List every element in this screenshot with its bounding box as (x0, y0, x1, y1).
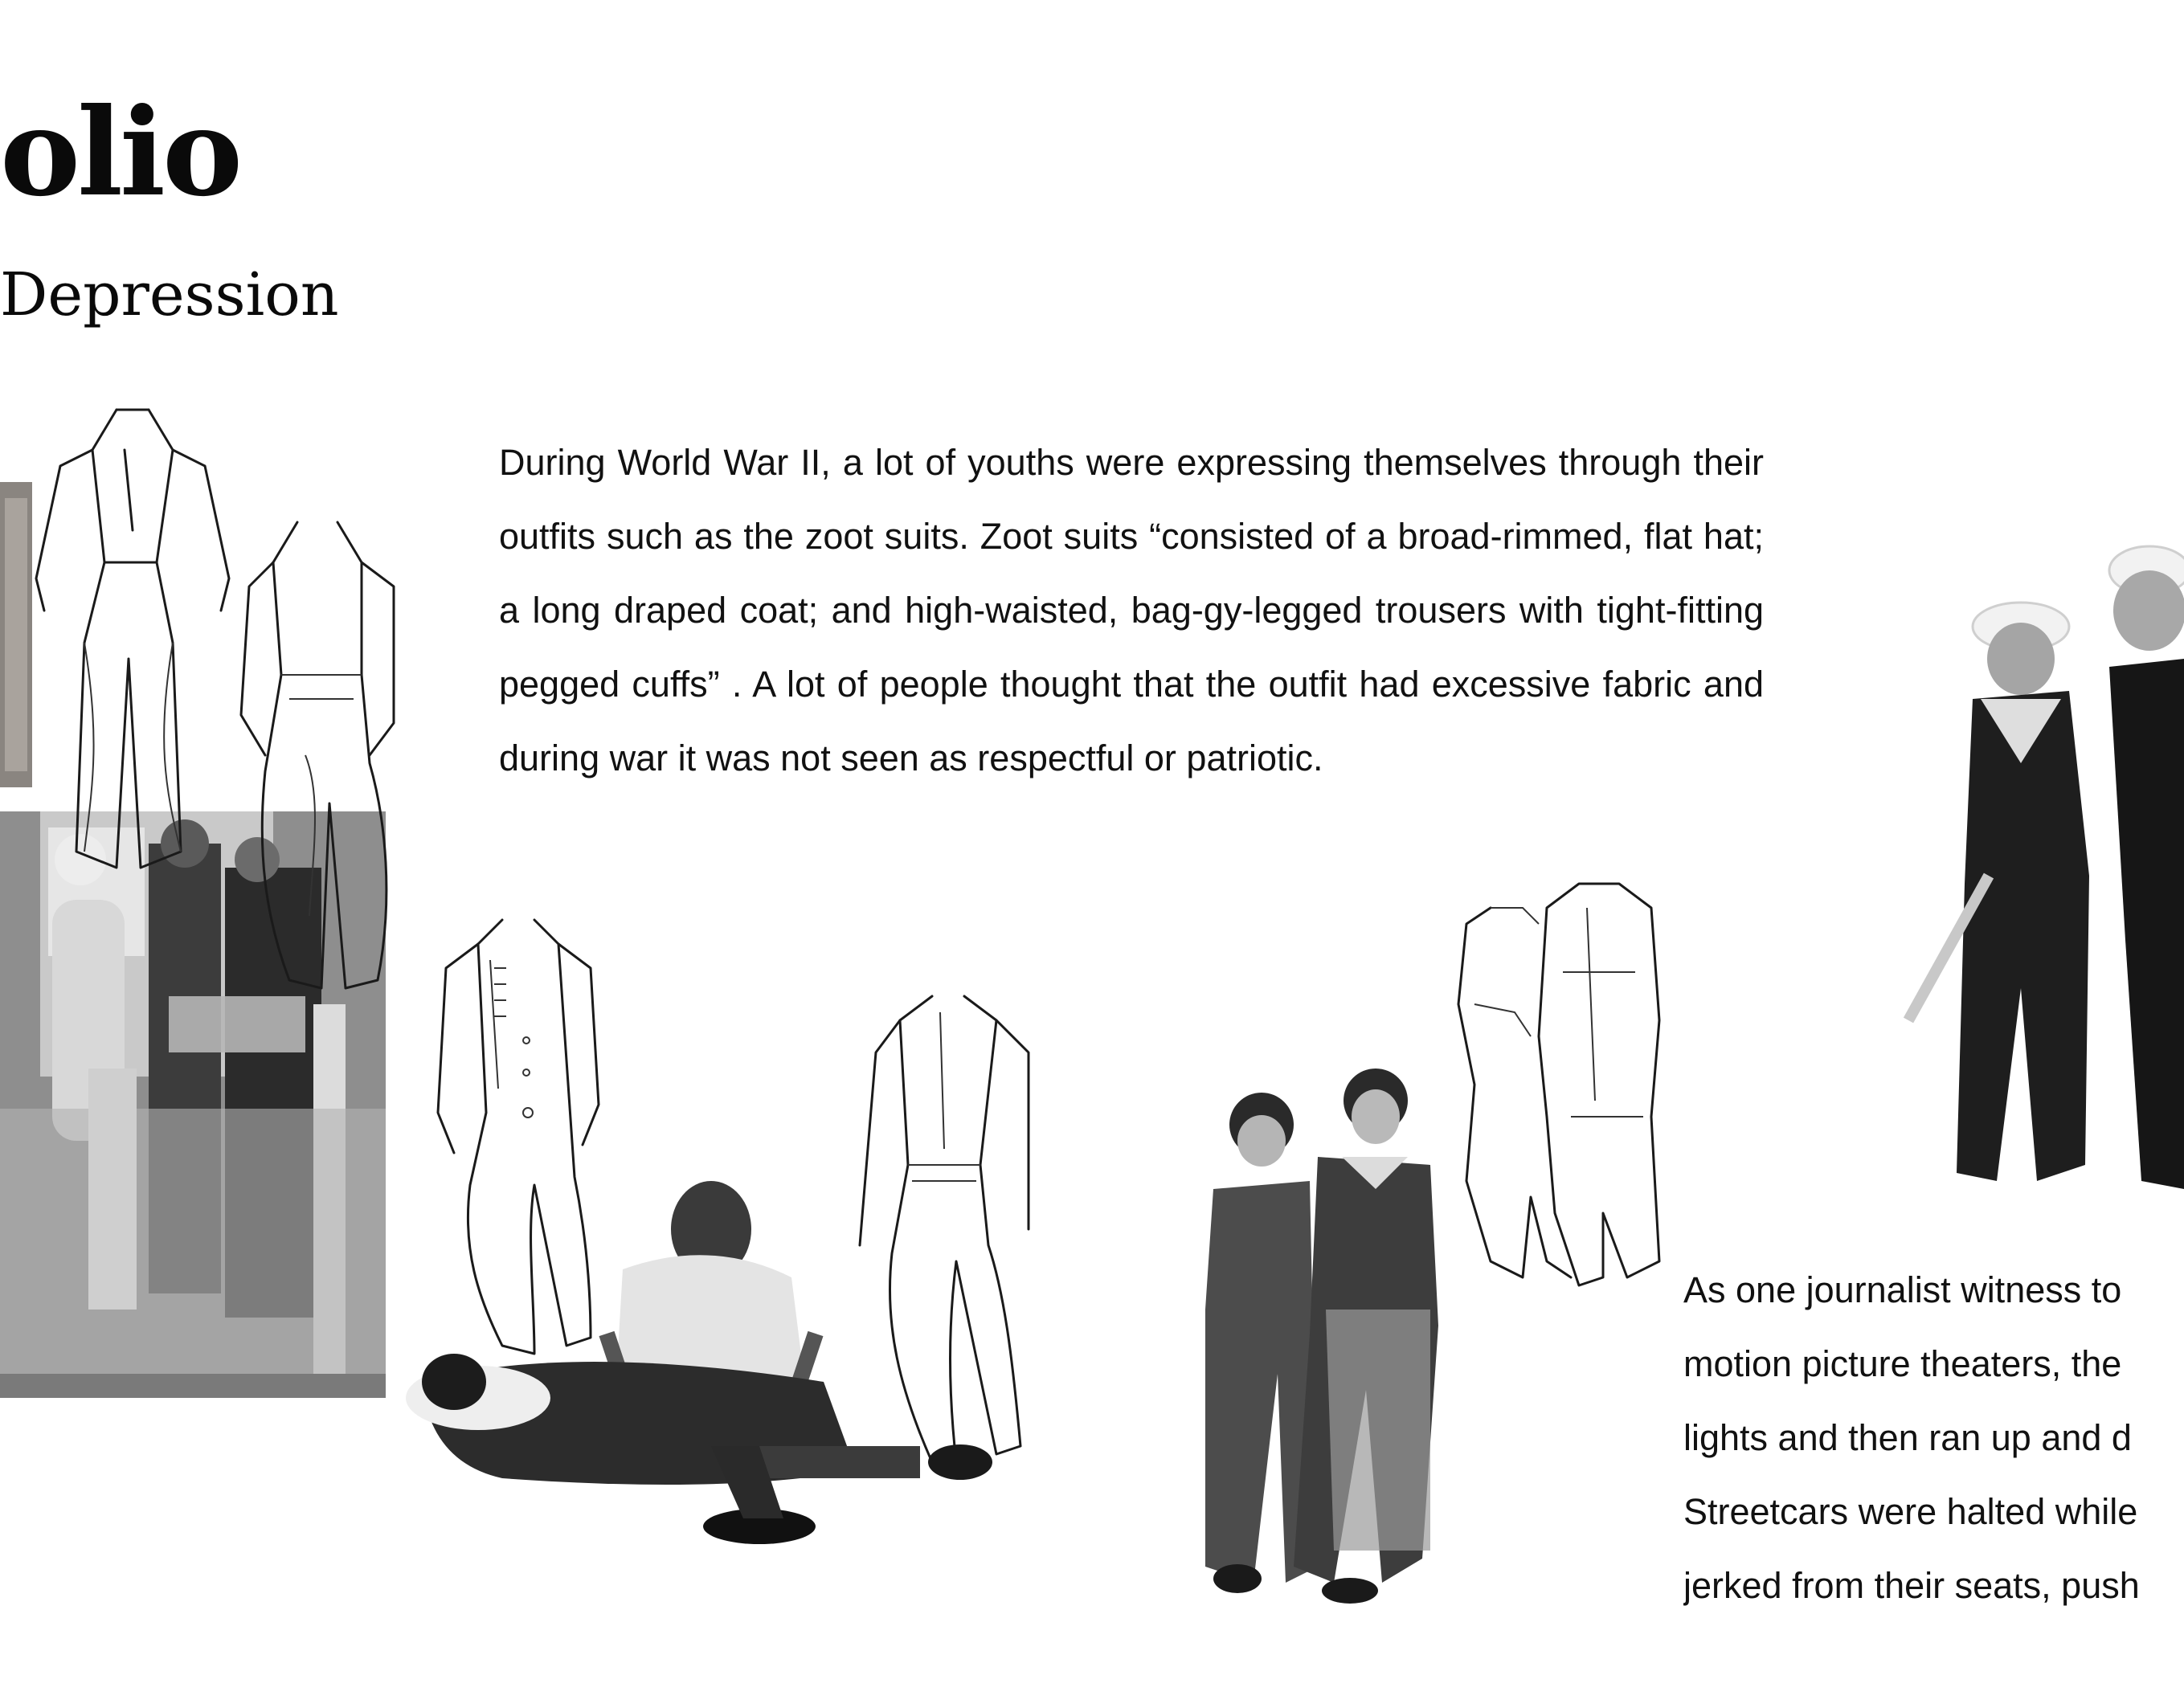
page-title: olio (0, 82, 240, 223)
zoot-suit-sketch-1 (28, 402, 237, 884)
journalist-line: jerked from their seats, push (1683, 1565, 2140, 1606)
journalist-line: motion picture theaters, the (1683, 1343, 2122, 1384)
zoot-suit-sketch-pair (1426, 876, 1667, 1293)
journalist-line: As one journalist witness to (1683, 1269, 2122, 1310)
journalist-line: lights and then ran up and d (1683, 1417, 2132, 1458)
photo-sailors (1900, 538, 2184, 1189)
zoot-suit-sketch-4 (844, 988, 1041, 1478)
intro-paragraph: During World War II, a lot of youths were expressing themselves through their outfits such as the zoot suits. Zoot suits “consisted of a broad-rimmed, flat hat; a long draped coat; and high-waisted, bag-gy-legged trousers with tight-fitting pegged cuffs” . A lot of people thought that the outfit had excessive fabric and during war it was not seen as respectful or patriotic. (499, 442, 1764, 778)
page-subtitle: Depression (0, 260, 339, 329)
journalist-paragraph (1683, 1253, 2184, 1623)
journalist-line: Streetcars were halted while (1683, 1491, 2138, 1532)
zoot-suit-sketch-2 (233, 514, 410, 996)
photo-two-youths (1189, 1069, 1462, 1599)
